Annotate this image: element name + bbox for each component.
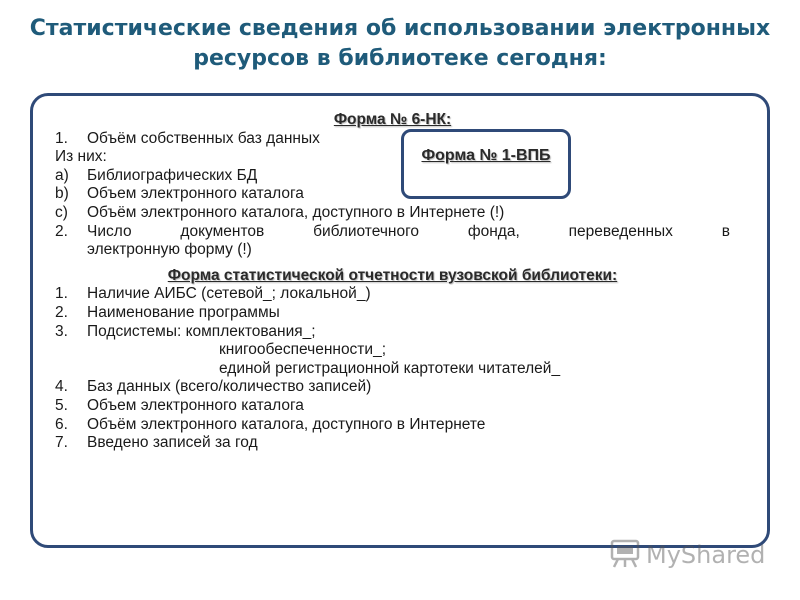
list-item-number: 6. [55,415,68,433]
list-item-text: Введено записей за год [87,434,258,452]
list-item-number: b) [55,185,69,203]
list-item [55,167,730,186]
list-item [55,130,730,149]
list-item-number: 1. [55,285,68,303]
list-item [55,434,730,453]
list-item [55,416,730,435]
list-item-text: Подсистемы: комплектования_; [87,322,316,340]
list-item-text: Из них: [55,148,107,166]
list-item-number: 3. [55,322,68,340]
list-item [55,185,730,204]
list-item-body [87,223,730,260]
list-item-number: 5. [55,396,68,414]
list-item-text: Объём электронного каталога, доступного в Интернете [87,415,486,433]
list-item-text: Баз данных (всего/количество записей) [87,378,372,396]
list-subitem [55,360,730,379]
list-item-number: 2. [55,303,68,321]
list-item-number: c) [55,203,68,221]
watermark-text: MyShared [646,541,766,569]
list-item-text: Число документов библиотечного фонда, переведенных в [87,222,730,240]
list-item [55,304,730,323]
list-item [55,148,730,167]
list-item-number: a) [55,166,69,184]
presentation-board-icon [610,537,640,574]
list-item [55,378,730,397]
list-item-text: Объем электронного каталога [87,396,304,414]
list-item-text: Объём электронного каталога, доступного в Интернете (!) [87,203,505,221]
list-item [55,223,730,260]
list-item-text: Библиографических БД [87,166,258,184]
form-1vpb-label: Форма № 1-ВПБ [421,147,551,164]
list-item [55,323,730,342]
list-item-text: Наименование программы [87,303,280,321]
form-1vpb-callout [401,129,571,199]
form-vuz-heading: Форма статистической отчетности вузовской библиотеки: [167,266,618,284]
list-subitem-text: единой регистрационной картотеки читателей_ [219,359,561,377]
list-item-text: Объём собственных баз данных [87,129,320,147]
list-item-text: Объем электронного каталога [87,185,304,203]
list-subitem-text: книгообеспеченности_; [219,341,386,359]
list-item-text: Наличие АИБС (сетевой_; локальной_) [87,285,371,303]
list-item-number: 1. [55,129,68,147]
form-6nk-heading: Форма № 6-НК: [333,111,452,128]
content-body [55,111,730,453]
watermark [610,538,765,572]
list-item [55,397,730,416]
page-title: Статистические сведения об использовании электронных ресурсов в библиотеке сегодня: [29,16,771,71]
list-item-number: 4. [55,378,68,396]
list-item-number: 7. [55,434,68,452]
list-item-number: 2. [55,222,68,240]
list-item [55,285,730,304]
list-subitem [55,341,730,360]
list-item [55,204,730,223]
list-item-text-continued: электронную форму (!) [87,241,252,259]
